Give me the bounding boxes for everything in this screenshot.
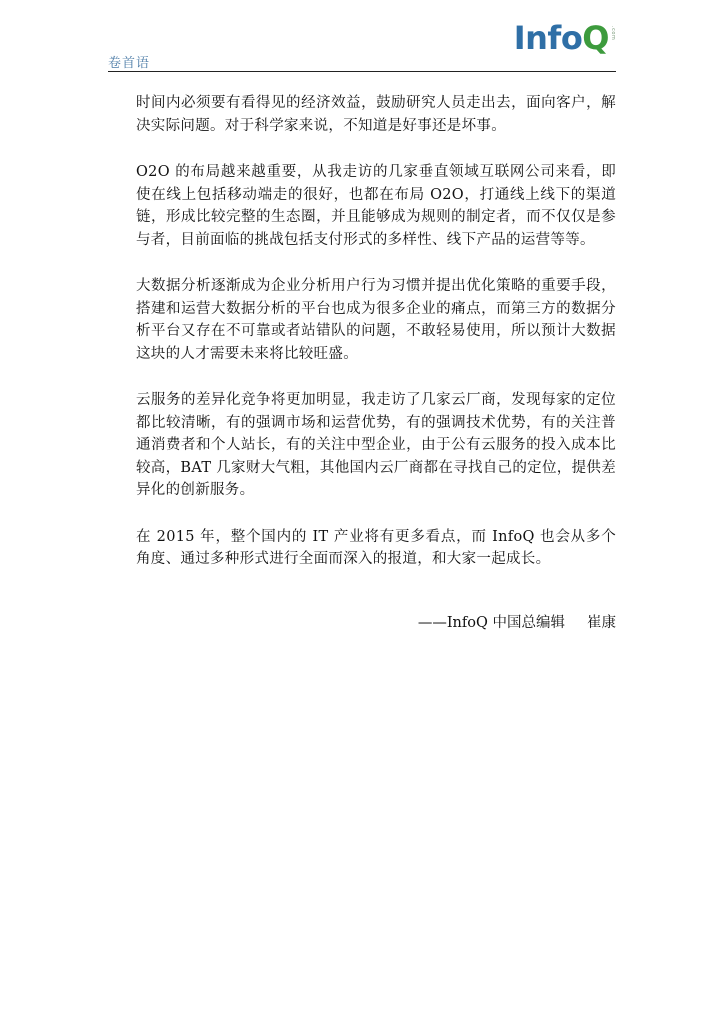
signature-name: 崔康 <box>587 615 616 631</box>
article-body <box>136 92 616 595</box>
infoq-logo <box>514 20 616 60</box>
signature <box>136 612 616 634</box>
logo-q-letter: Q <box>582 19 609 57</box>
logo-main-text: Info <box>513 19 583 57</box>
section-label: 卷首语 <box>108 56 151 71</box>
logo-domain: .com <box>610 26 616 41</box>
paragraph-2: O2O 的布局越来越重要，从我走访的几家垂直领域互联网公司来看，即使在线上包括移动端走的很好，也都在布局 O2O，打通线上线下的渠道链，形成比较完整的生态圈，并且能够成为规则的制定者，而不仅仅是参与者，目前面临的挑战包括支付形式的多样性、线下产品的运营等等。 <box>136 164 616 248</box>
paragraph-3: 大数据分析逐渐成为企业分析用户行为习惯并提出优化策略的重要手段，搭建和运营大数据分析的平台也成为很多企业的痛点，而第三方的数据分析平台又存在不可靠或者站错队的问题，不敢轻易使用，所以预计大数据这块的人才需要未来将比较旺盛。 <box>136 278 616 362</box>
signature-title: ——InfoQ 中国总编辑 <box>417 615 565 631</box>
paragraph-5: 在 2015 年，整个国内的 IT 产业将有更多看点，而 InfoQ 也会从多个角度、通过多种形式进行全面而深入的报道，和大家一起成长。 <box>136 528 616 567</box>
header-divider <box>108 71 616 72</box>
paragraph-1: 时间内必须要有看得见的经济效益，鼓励研究人员走出去，面向客户，解决实际问题。对于科学家来说，不知道是好事还是坏事。 <box>136 95 616 134</box>
logo-text <box>514 20 609 56</box>
page-header <box>108 20 616 74</box>
paragraph-4: 云服务的差异化竞争将更加明显，我走访了几家云厂商，发现每家的定位都比较清晰，有的强调市场和运营优势，有的强调技术优势，有的关注普通消费者和个人站长，有的关注中型企业，由于公有云服务的投入成本比较高，BAT 几家财大气粗，其他国内云厂商都在寻找自己的定位，提供差异化的创新服务。 <box>136 392 616 498</box>
